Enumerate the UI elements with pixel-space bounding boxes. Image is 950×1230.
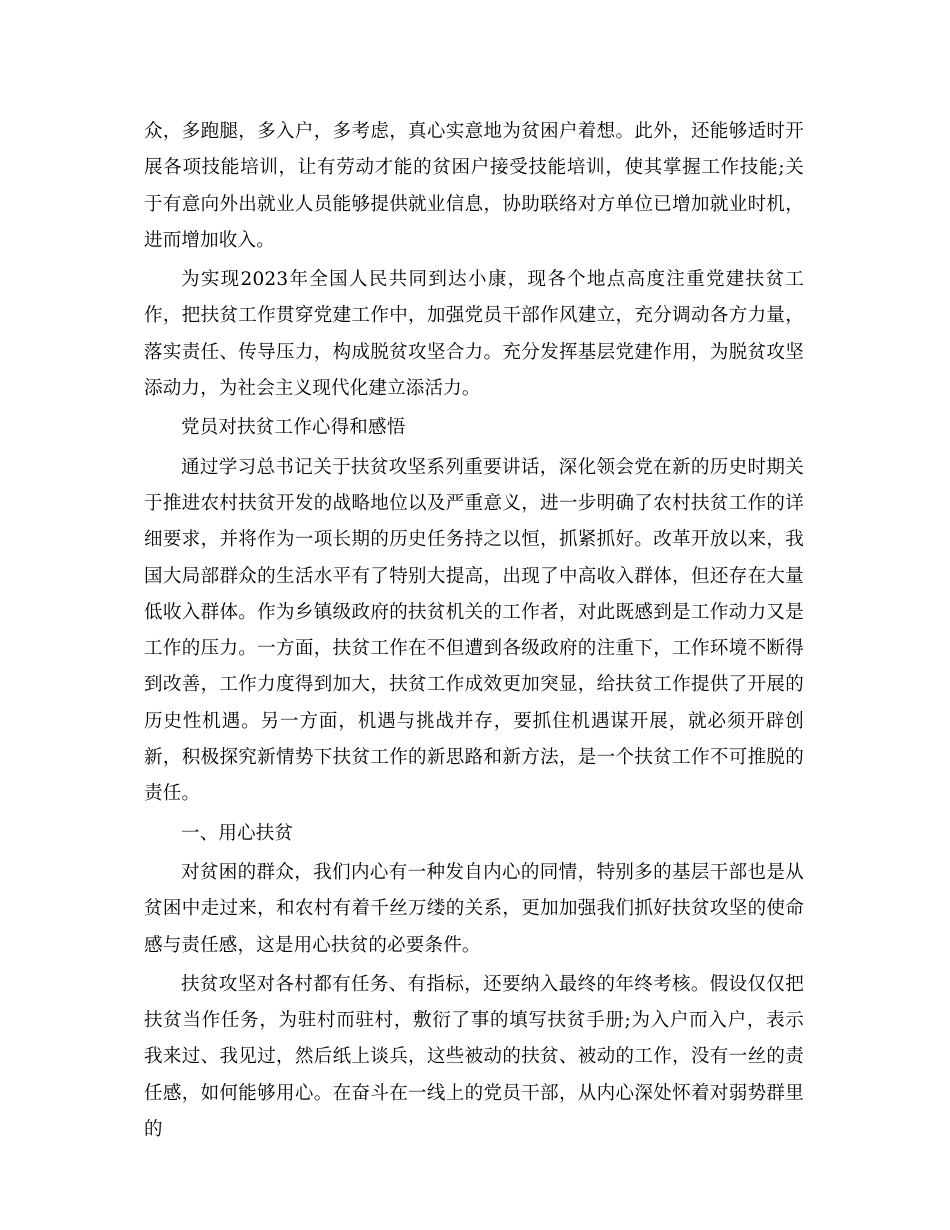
subsection-heading-1: 一、用心扶贫 — [181, 822, 294, 844]
paragraph-3: 通过学习总书记关于扶贫攻坚系列重要讲话，深化领会党在新的历史时期关于推进农村扶贫开发的战略地位以及严重意义，进一步明确了农村扶贫工作的详细要求，并将作为一项长期的历史任务持之以恒，抓紧抓好。改革开放以来，我国大局部群众的生活水平有了特别大提高，出现了中高收入群体，但还存在大量低收入群体。作为乡镇级政府的扶贫机关的工作者，对此既感到是工作动力又是工作的压力。一方面，扶贫工作在不但遭到各级政府的注重下，工作环境不断得到改善，工作力度得到加大，扶贫工作成效更加突显，给扶贫工作提供了开展的历史性机遇。另一方面，机遇与挑战并存，要抓住机遇谋开展，就必须开辟创新，积极探究新情势下扶贫工作的新思路和新方法，是一个扶贫工作不可推脱的责任。 — [144, 456, 804, 805]
paragraph-4: 对贫困的群众，我们内心有一种发自内心的同情，特别多的基层干部也是从贫困中走过来，和农村有着千丝万缕的关系，更加加强我们抓好扶贫攻坚的使命感与责任感，这是用心扶贫的必要条件。 — [144, 861, 804, 956]
paragraph-5: 扶贫攻坚对各村都有任务、有指标，还要纳入最终的年终考核。假设仅仅把扶贫当作任务，为驻村而驻村，敷衍了事的填写扶贫手册;为入户而入户，表示我来过、我见过，然后纸上谈兵，这些被动的扶贫、被动的工作，没有一丝的责任感，如何能够用心。在奋斗在一线上的党员干部，从内心深处怀着对弱势群里的 — [144, 973, 804, 1141]
section-title: 党员对扶贫工作心得和感悟 — [181, 417, 406, 439]
paragraph-1: 众，多跑腿，多入户，多考虑，真心实意地为贫困户着想。此外，还能够适时开展各项技能培训，让有劳动才能的贫困户接受技能培训，使其掌握工作技能;关于有意向外出就业人员能够提供就业信息，协助联络对方单位已增加就业时机，进而增加收入。 — [144, 121, 804, 251]
document-body — [144, 114, 804, 1151]
paragraph-2: 为实现2023年全国人民共同到达小康，现各个地点高度注重党建扶贫工作，把扶贫工作贯穿党建工作中，加强党员干部作风建立，充分调动各方力量，落实责任、传导压力，构成脱贫攻坚合力。充分发挥基层党建作用，为脱贫攻坚添动力，为社会主义现代化建立添活力。 — [144, 269, 804, 400]
